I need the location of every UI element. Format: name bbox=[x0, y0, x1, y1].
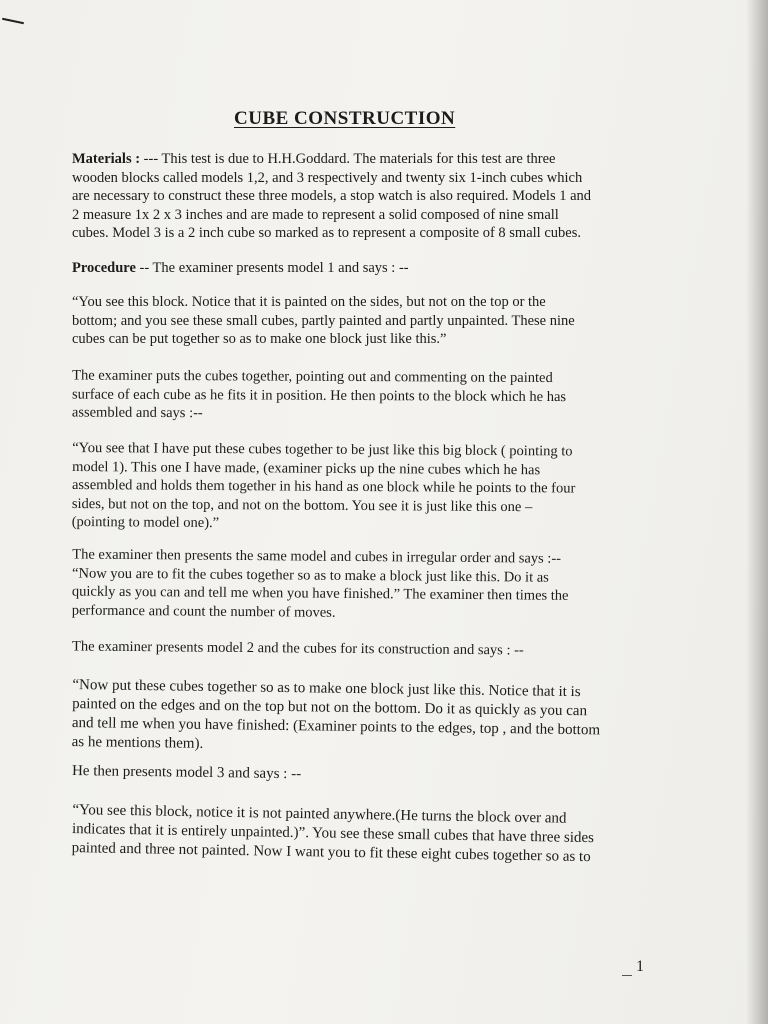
materials-line-1: Materials : --- This test is due to H.H.Goddard. The materials for this test are three bbox=[72, 151, 556, 167]
paragraph-10: “You see this block, notice it is not painted anywhere.(He turns the block over and indicates that it is entirely unpainted.)”. You see these small cubes that have three sides painted and three not painted. Now I want you to fit these eight cubes together so as to bbox=[71, 802, 595, 866]
materials-line-3: are necessary to construct these three models, a stop watch is also required. Models 1 and bbox=[72, 188, 592, 204]
materials-line-5: cubes. Model 3 is a 2 inch cube so marked as to represent a composite of 8 small cubes. bbox=[72, 225, 581, 241]
paragraph-5: “You see that I have put these cubes together to be just like this big block ( pointing to model 1). This one I have made, (examiner picks up the nine cubes which he has assembled and holds them together in his hand as one block while he points to the four sides, but not on the top, and not on the bottom. You see it is just like this one – (pointing to model one).” bbox=[71, 440, 576, 532]
procedure-label: Procedure bbox=[72, 260, 136, 276]
materials-paragraph bbox=[72, 150, 640, 243]
procedure-paragraph bbox=[72, 259, 640, 278]
paragraph-6: The examiner then presents the same model and cubes in irregular order and says :-- “Now you are to fit the cubes together so as to make a block just like this. Do it as quickly as you can and tell me when you have finished.” The examiner then times the performance and count the number of moves. bbox=[71, 546, 569, 621]
paragraph-3: “You see this block. Notice that it is painted on the sides, but not on the top or the bottom; and you see these small cubes, partly painted and partly unpainted. These nine cubes can be put together so as to make one block just like this.” bbox=[72, 294, 575, 347]
materials-line-2: wooden blocks called models 1,2, and 3 respectively and twenty six 1-inch cubes which bbox=[72, 169, 583, 186]
procedure-line: Procedure -- The examiner presents model 1 and says : -- bbox=[72, 260, 409, 276]
page-number: 1 bbox=[636, 958, 644, 975]
materials-label: Materials : bbox=[72, 151, 144, 167]
paragraph-8: “Now put these cubes together so as to make one block just like this. Notice that it is painted on the edges and on the top but not on the bottom. Do it as quickly as you can and tell me when you have finished: (Examiner points to the edges, top , and the bottom as he mentions them). bbox=[71, 677, 601, 752]
paragraph-7: The examiner presents model 2 and the cubes for its construction and says : -- bbox=[71, 638, 524, 659]
document-title: CUBE CONSTRUCTION bbox=[234, 108, 456, 129]
paragraph-9: He then presents model 3 and says : -- bbox=[71, 763, 302, 783]
materials-line-4: 2 measure 1x 2 x 3 inches and are made to represent a solid composed of nine small bbox=[72, 206, 559, 223]
page-number-mark bbox=[622, 975, 632, 976]
pen-mark bbox=[2, 18, 24, 25]
page-edge-shadow bbox=[746, 0, 768, 1024]
paragraph-4: The examiner puts the cubes together, pointing out and commenting on the painted surface of each cube as he fits it in position. He then points to the block which he has assembled and says :-- bbox=[71, 367, 567, 422]
